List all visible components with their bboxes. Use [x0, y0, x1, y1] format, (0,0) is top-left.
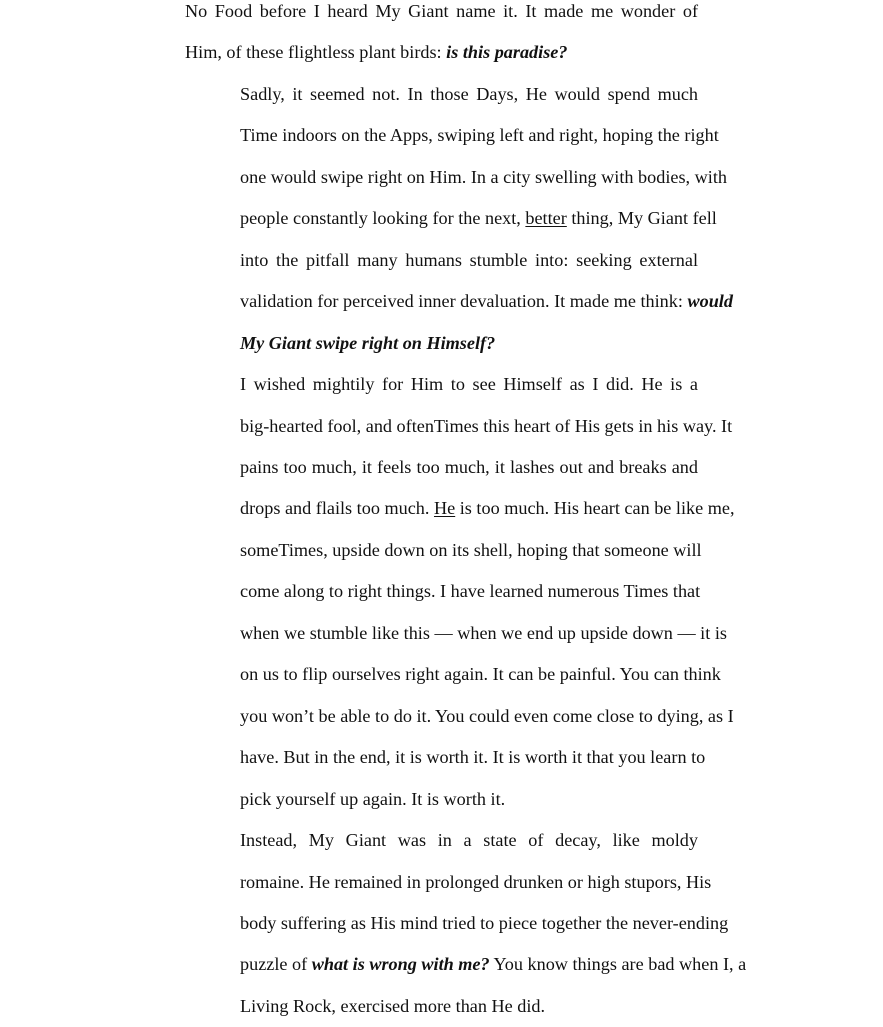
text-run: one would swipe right on Him. In a city swelling with bodies, with	[240, 166, 727, 187]
underlined-text: better	[525, 208, 567, 229]
text-line	[185, 157, 727, 198]
text-run: body suffering as His mind tried to piece together the never-ending	[240, 912, 729, 933]
text-line	[185, 944, 747, 985]
text-run: Living Rock, exercised more than He did.	[240, 995, 546, 1016]
text-run: Time indoors on the Apps, swiping left and right, hoping the right	[240, 125, 719, 146]
italic-text: would	[687, 291, 733, 312]
text-run: I wished mightily for Him to see Himself as I did. He is a	[240, 374, 698, 395]
text-run: people constantly looking for the next,	[240, 208, 526, 229]
text-line	[185, 530, 702, 571]
text-line	[185, 488, 735, 529]
text-run: have. But in the end, it is worth it. It is worth it that you learn to	[240, 747, 706, 768]
underlined-text: He	[433, 498, 456, 519]
text-line	[185, 32, 698, 73]
text-run: someTimes, upside down on its shell, hoping that someone will	[240, 539, 702, 560]
text-line	[185, 198, 717, 239]
text-line	[185, 281, 733, 322]
paragraph	[185, 364, 735, 820]
text-line	[185, 115, 719, 156]
text-line	[185, 654, 721, 695]
text-run: No Food before I heard My Giant name it. It made me wonder of	[185, 1, 698, 21]
paragraph	[185, 0, 698, 74]
text-run: Him, of these flightless plant birds:	[185, 42, 447, 63]
text-line	[185, 986, 698, 1027]
text-line	[185, 613, 727, 654]
text-line	[185, 240, 698, 281]
text-run: is too much. His heart can be like me,	[455, 498, 735, 519]
text-run: Sadly, it seemed not. In those Days, He would spend much	[240, 83, 698, 104]
text-line	[185, 323, 698, 364]
text-line	[185, 406, 733, 447]
text-line	[185, 0, 698, 32]
text-run: on us to flip ourselves right again. It can be painful. You can think	[240, 664, 721, 685]
italic-text: My Giant swipe right on Himself?	[240, 332, 496, 353]
text-run: validation for perceived inner devaluation. It made me think:	[240, 291, 688, 312]
italic-text: is this paradise?	[446, 42, 568, 63]
text-line	[185, 571, 701, 612]
text-run: come along to right things. I have learned numerous Times that	[240, 581, 701, 602]
text-line	[185, 74, 698, 115]
paragraph	[185, 74, 733, 364]
paragraph	[185, 820, 747, 1027]
text-run: drops and flails too much.	[240, 498, 434, 519]
text-line	[185, 820, 698, 861]
text-run: thing, My Giant fell	[566, 208, 717, 229]
text-run: You know things are bad when I, a	[489, 954, 747, 975]
text-run: pains too much, it feels too much, it lashes out and breaks and	[240, 456, 698, 477]
text-line	[185, 364, 698, 405]
text-line	[185, 696, 734, 737]
text-run: pick yourself up again. It is worth it.	[240, 788, 506, 809]
text-line	[185, 737, 706, 778]
text-line	[185, 862, 712, 903]
text-run: when we stumble like this — when we end up upside down — it is	[240, 622, 727, 643]
text-run: into the pitfall many humans stumble into: seeking external	[240, 249, 698, 270]
text-line	[185, 903, 729, 944]
text-run: Instead, My Giant was in a state of decay, like moldy	[240, 830, 698, 851]
text-line	[185, 447, 698, 488]
text-run: big-hearted fool, and oftenTimes this heart of His gets in his way. It	[240, 415, 733, 436]
text-run: puzzle of	[240, 954, 312, 975]
text-run: you won’t be able to do it. You could even come close to dying, as I	[240, 705, 734, 726]
text-run: romaine. He remained in prolonged drunken or high stupors, His	[240, 871, 712, 892]
text-line	[185, 779, 698, 820]
italic-text: what is wrong with me?	[311, 954, 490, 975]
document-page	[185, 0, 747, 1027]
